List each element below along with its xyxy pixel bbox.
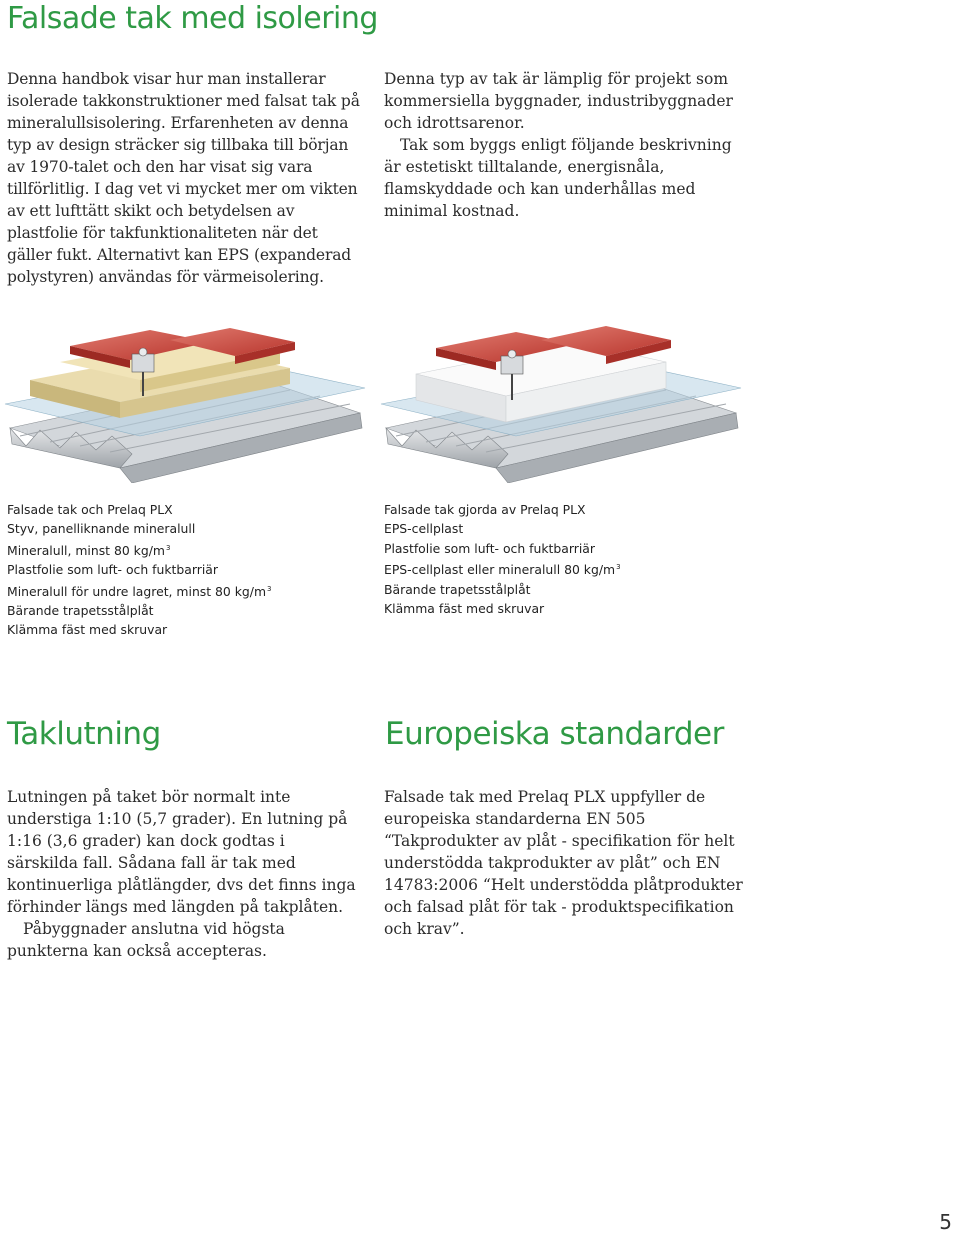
page-title: Falsade tak med isolering [7,1,378,36]
caption-line: Mineralull för undre lagret, minst 80 $kg/m^3$ [7,583,272,599]
caption-mineral-wool [7,500,272,640]
caption-eps [384,500,621,618]
intro-paragraph: Denna handbok visar hur man installerar isolerade takkonstruktioner med falsat tak på mineralullsisolering. Erfarenheten av denna typ av design sträcker sig tillbaka till början av 1970-talet och den har visat sig vara tillförlitlig. I dag vet vi mycket mer om vikten av ett lufttätt skikt och betydelsen av plastfolie för takfunktionaliteten när det gäller fukt. Alternativt kan EPS (expanderad polystyren) användas för värmeisolering. [7,70,360,286]
standarder-paragraph: Falsade tak med Prelaq PLX uppfyller de europeiska standarderna EN 505 “Takprodukter av plåt - specifikation för helt understödda takprodukter av plåt” och EN 14783:2006 “Helt understödda plåtprodukter och falsad plåt för tak - produktspecifikation och krav”. [384,788,743,938]
caption-line: Plastfolie som luft- och fuktbarriär [7,562,218,578]
intro-paragraph-2: Tak som byggs enligt följande beskrivning är estetiskt tilltalande, energisnåla, flamskyddade och kan underhållas med minimal kostnad. [384,136,732,220]
taklutning-text [7,786,357,962]
taklutning-paragraph-2: Påbyggnader anslutna vid högsta punkterna kan också accepteras. [7,920,285,960]
section-heading-taklutning: Taklutning [7,716,161,752]
page-number: 5 [939,1210,952,1234]
eps-roof-illustration [376,318,751,483]
caption-line: Falsade tak och Prelaq PLX [7,502,173,517]
mineral-wool-roof-illustration [0,318,370,483]
caption-line: Klämma fäst med skruvar [7,622,168,638]
caption-line: Mineralull, minst 80 $kg/m^3$ [7,542,171,558]
section-heading-standarder: Europeiska standarder [385,716,724,752]
caption-line: EPS-cellplast eller mineralull 80 $kg/m^3$ [384,562,621,578]
caption-line: Plastfolie som luft- och fuktbarriär [384,540,595,556]
caption-line: Falsade tak gjorda av Prelaq PLX [384,502,586,517]
caption-line: Klämma fäst med skruvar [384,601,545,617]
taklutning-paragraph-1: Lutningen på taket bör normalt inte understiga 1:10 (5,7 grader). En lutning på 1:16 (3,6 grader) kan dock godtas i särskilda fall. Sådana fall är tak med kontinuerliga plåtlängder, dvs det finns inga förhinder längs med längden på takplåten. [7,788,356,916]
intro-paragraph-1: Denna typ av tak är lämplig för projekt som kommersiella byggnader, industribyggnader och idrottsarenor. [384,70,733,132]
caption-line: Styv, panelliknande mineralull [7,521,196,537]
intro-text-right [384,68,744,222]
intro-text-left [7,68,367,288]
standarder-text [384,786,749,940]
caption-line: EPS-cellplast [384,521,464,537]
caption-line: Bärande trapetsstålplåt [7,603,154,619]
caption-line: Bärande trapetsstålplåt [384,581,531,597]
